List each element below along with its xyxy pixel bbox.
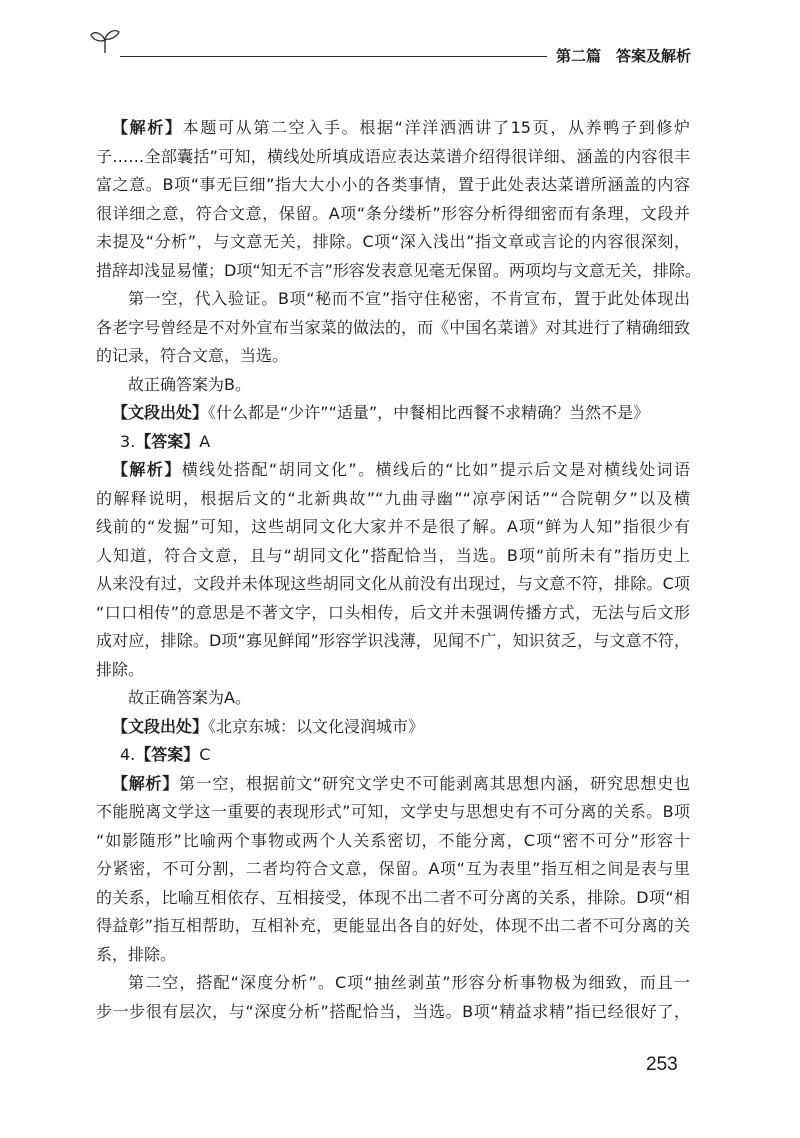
text-line: 线前的“发掘”可知，这些胡同文化大家并不是很了解。A项“鲜为人知”指很少有 [96, 517, 690, 536]
text-line: 排除。 [96, 659, 145, 679]
text-line: 措辞却浅显易懂；D项“知无不言”形容发表意见毫无保留。两项均与文意无关，排除。 [96, 260, 701, 280]
analysis-label: 【解析】 [112, 460, 182, 479]
answer-letter: C [199, 745, 211, 764]
line-text: 第一空，根据前文“研究文学史不可能剥离其思想内涵，研究思想史也 [179, 773, 690, 793]
text-line: 的关系，比喻互相依存、互相接受，体现不出二者不可分离的关系，排除。D项“相 [96, 887, 690, 907]
conclusion-paragraph [96, 371, 690, 400]
text-line: 成对应，排除。D项“寡见鲜闻”形容学识浅薄，见闻不广，知识贫乏，与文意不符， [96, 631, 690, 650]
text-line: 未提及“分析”，与文意无关，排除。C项“深入浅出”指文章或言论的内容很深刻， [96, 232, 690, 251]
source-label: 【文段出处】 [112, 716, 209, 736]
text-line [96, 114, 690, 143]
text-line [96, 741, 690, 770]
text-line: “口口相传”的意思是不著文字，口头相传，后文并未强调传播方式，无法与后文形 [96, 602, 690, 622]
answer-explanation-body [96, 114, 701, 1026]
answer-paragraph [96, 741, 690, 770]
text-line: 各老字号曾经是不对外宣布当家菜的做法的，而《中国名菜谱》对其进行了精确细致 [96, 317, 690, 337]
answer-letter: A [199, 431, 211, 451]
source-paragraph [96, 399, 690, 428]
question-number: 3. [120, 431, 136, 451]
body-paragraph [96, 969, 690, 1026]
line-text: 本题可从第二空入手。根据“洋洋洒洒讲了15页，从养鸭子到修炉 [182, 118, 690, 137]
text-line: 第二空，搭配“深度分析”。C项“抽丝剥茧”形容分析事物极为细致，而且一 [128, 973, 690, 992]
text-line: 很详细之意，符合文意，保留。A项“条分缕析”形容分析得细密而有条理，文段并 [96, 203, 690, 223]
answer-label: 【答案】 [135, 745, 200, 764]
text-line: 故正确答案为A。 [128, 688, 251, 707]
text-line: 第一空，代入验证。B项“秘而不宣”指守住秘密，不肯宣布，置于此处体现出 [128, 289, 690, 308]
text-line: 的解释说明，根据后文的“北新典故”“九曲寻幽”“凉亭闲话”“合院朝夕”以及横 [96, 488, 690, 508]
text-line: 步一步很有层次，与“深度分析”搭配恰当，当选。B项“精益求精”指已经很好了， [96, 1001, 690, 1021]
text-line: 不能脱离文学这一重要的表现形式”可知，文学史与思想史有不可分离的关系。B项 [96, 802, 690, 821]
source-paragraph [96, 713, 690, 742]
analysis-label: 【解析】 [112, 118, 183, 137]
text-line: 系，排除。 [96, 944, 177, 964]
text-line: 分紧密，不可分割，二者均符合文意，保留。A项“互为表里”指互相之间是表与里 [96, 859, 690, 878]
conclusion-paragraph [96, 684, 690, 713]
text-line [96, 456, 690, 485]
source-title: 《什么都是“少许”“适量”，中餐相比西餐不求精确？当然不是》 [208, 403, 650, 422]
line-text: 横线处搭配“胡同文化”。横线后的“比如”提示后文是对横线处词语 [181, 460, 690, 479]
analysis-label: 【解析】 [112, 773, 180, 793]
text-line: 故正确答案为B。 [128, 374, 251, 394]
analysis-paragraph [96, 770, 690, 970]
text-line [96, 713, 690, 742]
answer-label: 【答案】 [135, 431, 200, 451]
text-line [96, 399, 690, 428]
analysis-paragraph [96, 456, 690, 684]
body-paragraph [96, 285, 690, 371]
text-line [96, 428, 690, 457]
text-line: 人知道，符合文意，且与“胡同文化”搭配恰当，当选。B项“前所未有”指历史上 [96, 545, 690, 565]
answer-paragraph [96, 428, 690, 457]
page-number: 253 [646, 1054, 678, 1075]
section-title: 第二篇 答案及解析 [556, 47, 692, 65]
analysis-paragraph [96, 114, 701, 285]
source-label: 【文段出处】 [112, 403, 209, 422]
text-line: 得益彰”指互相帮助，互相补充，更能显出各自的好处，体现不出二者不可分离的关 [96, 916, 690, 935]
text-line: 的记录，符合文意，当选。 [96, 346, 289, 365]
question-number: 4. [120, 745, 136, 764]
text-line: “如影随形”比喻两个事物或两个人关系密切，不能分离，C项“密不可分”形容十 [96, 830, 690, 850]
source-title: 《北京东城：以文化浸润城市》 [208, 716, 425, 736]
text-line [96, 770, 690, 799]
text-line: 富之意。B项“事无巨细”指大大小小的各类事情，置于此处表达菜谱所涵盖的内容 [96, 175, 690, 194]
text-line: 从来没有过，文段并未体现这些胡同文化从前没有出现过，与文意不符，排除。C项 [96, 574, 690, 593]
sprout-icon [90, 26, 120, 54]
header-rule [120, 56, 547, 57]
text-line: 子……全部囊括”可知，横线处所填成语应表达菜谱介绍得很详细、涵盖的内容很丰 [96, 146, 690, 166]
